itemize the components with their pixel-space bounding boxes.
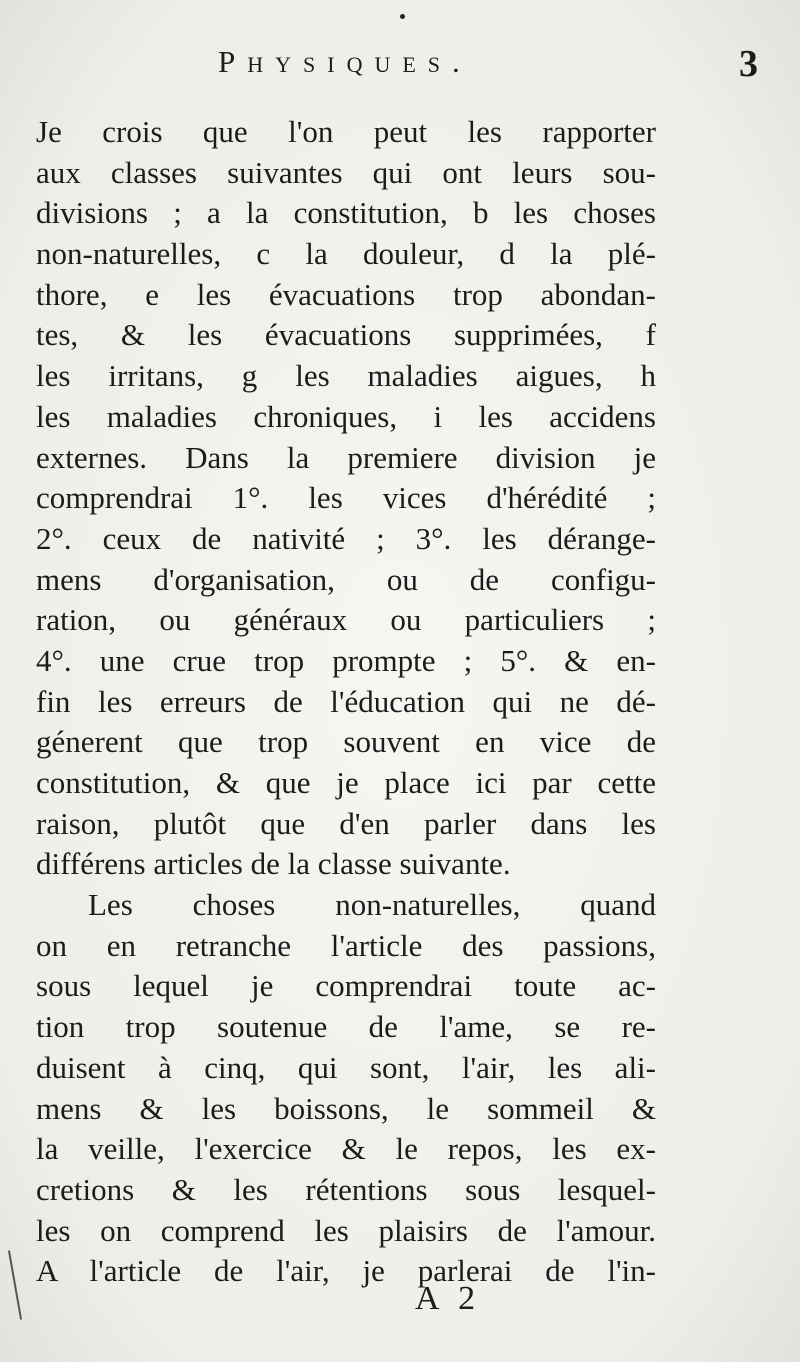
text-line: tion trop soutenue de l'ame, se re- — [36, 1009, 656, 1045]
margin-scratch — [8, 1250, 22, 1319]
text-line: 2°. ceux de nativité ; 3°. les dérange- — [36, 520, 656, 556]
running-title: Physiques. — [218, 44, 472, 79]
text-line: comprendrai 1°. les vices d'hérédité ; — [36, 480, 656, 516]
text-line: Je crois que l'on peut les rapporter — [36, 114, 656, 149]
text-line: Les choses non-naturelles, quand — [88, 887, 656, 923]
text-line: aux classes suivantes qui ont leurs sou- — [36, 154, 656, 190]
text-line: génerent que trop souvent en vice de — [36, 724, 656, 760]
text-line: on en retranche l'article des passions, — [36, 927, 656, 963]
text-line: externes. Dans la premiere division je — [36, 439, 656, 475]
text-line: non-naturelles, c la douleur, d la plé- — [36, 236, 656, 272]
text-line: fin les erreurs de l'éducation qui ne dé- — [36, 683, 656, 719]
running-head — [40, 40, 760, 92]
text-line: cretions & les rétentions sous lesquel- — [36, 1171, 656, 1207]
body-text — [36, 112, 656, 1292]
text-line: A l'article de l'air, je parlerai de l'in- — [36, 1253, 656, 1289]
page-number: 3 — [739, 43, 758, 85]
text-line: mens & les boissons, le sommeil & — [36, 1090, 656, 1126]
text-line: 4°. une crue trop prompte ; 5°. & en- — [36, 642, 656, 678]
text-line: mens d'organisation, ou de configu- — [36, 561, 656, 597]
text-line: différens articles de la classe suivante. — [36, 846, 511, 882]
text-line: constitution, & que je place ici par cette — [36, 765, 656, 800]
text-line: les on comprend les plaisirs de l'amour. — [36, 1212, 656, 1248]
text-line: les irritans, g les maladies aigues, h — [36, 358, 656, 394]
text-line: raison, plutôt que d'en parler dans les — [36, 805, 656, 841]
text-line: les maladies chroniques, i les accidens — [36, 398, 656, 434]
text-line: duisent à cinq, qui sont, l'air, les ali- — [36, 1049, 656, 1085]
text-line: ration, ou généraux ou particuliers ; — [36, 602, 656, 638]
text-line: divisions ; a la constitution, b les choses — [36, 195, 656, 231]
text-line: thore, e les évacuations trop abondan- — [36, 276, 656, 312]
text-line: sous lequel je comprendrai toute ac- — [36, 968, 656, 1004]
text-line: la veille, l'exercice & le repos, les ex- — [36, 1131, 656, 1167]
ink-dot — [400, 14, 405, 19]
text-line: tes, & les évacuations supprimées, f — [36, 317, 656, 353]
signature-mark: A 2 — [415, 1280, 482, 1317]
